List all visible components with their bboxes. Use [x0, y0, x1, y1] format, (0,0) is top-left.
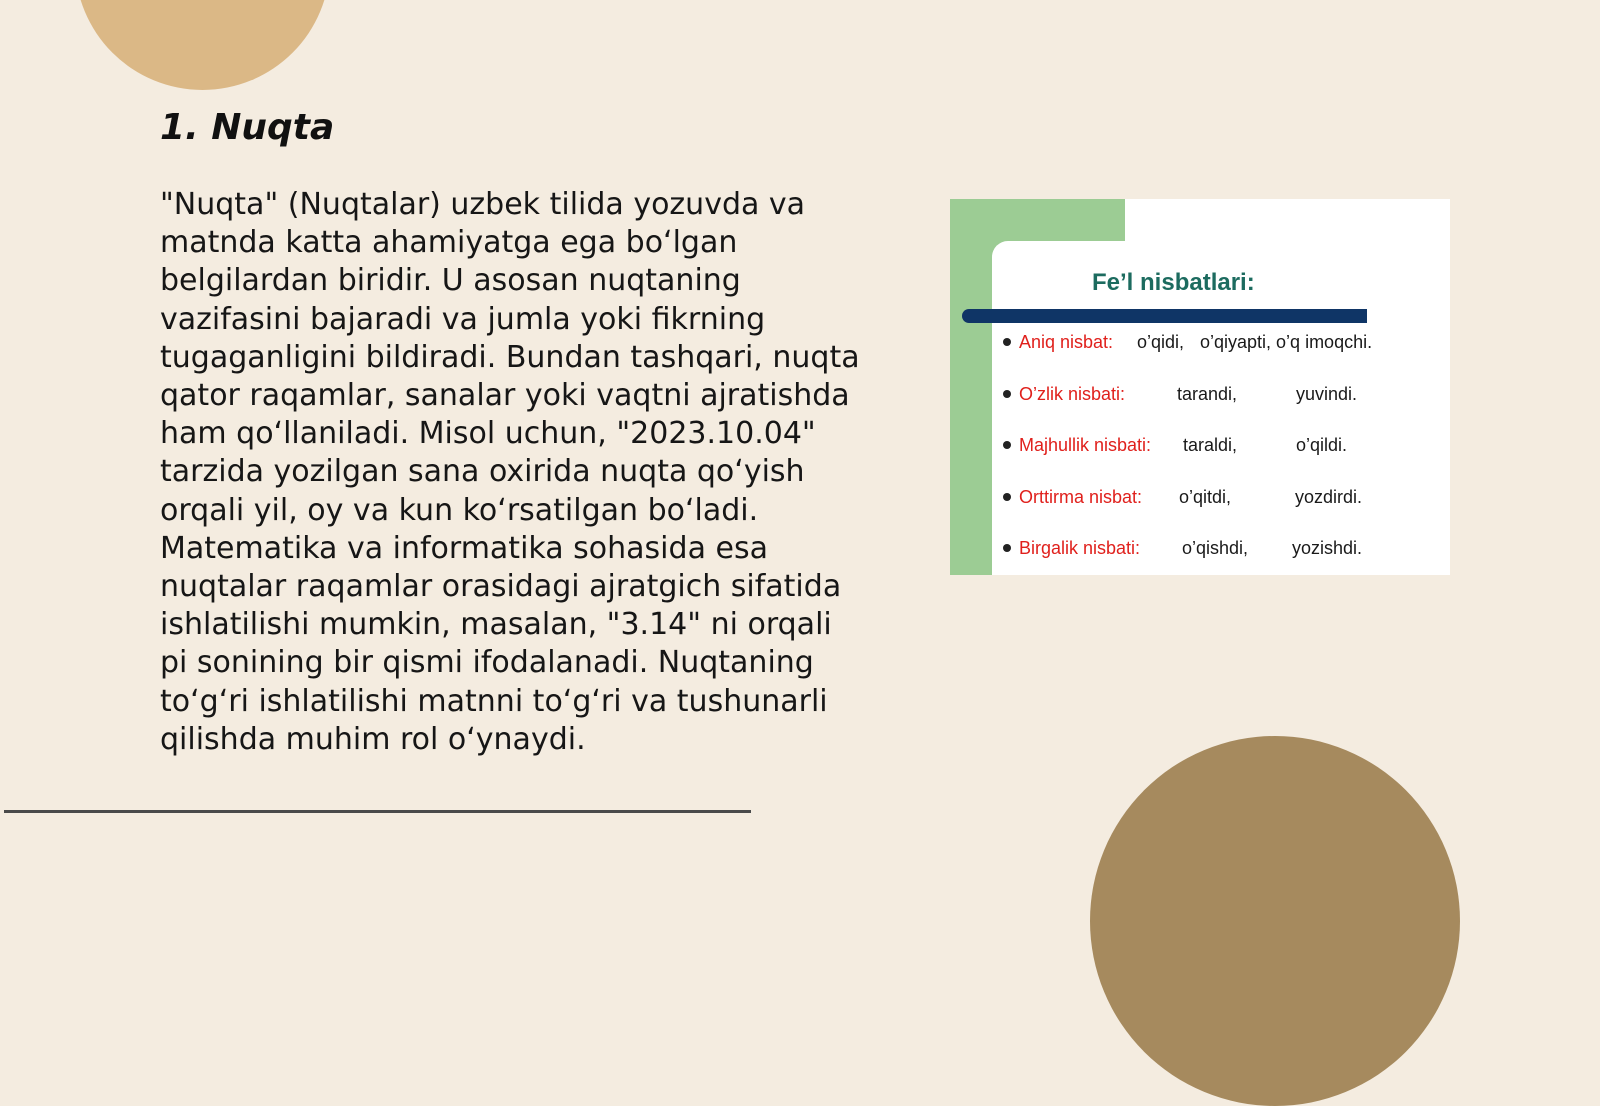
figure-row	[950, 536, 1450, 560]
divider-line	[4, 810, 751, 813]
bullet-icon	[1003, 390, 1011, 398]
figure-row	[950, 382, 1450, 406]
row-example: taraldi,	[1183, 435, 1238, 455]
slide-title: 1. Nuqta	[160, 107, 335, 148]
row-example: yuvindi.	[1296, 384, 1358, 404]
row-example: yozishdi.	[1292, 538, 1363, 558]
figure-rows	[950, 199, 1450, 575]
row-term: Aniq nisbat:	[1019, 332, 1114, 352]
bullet-icon	[1003, 441, 1011, 449]
bullet-icon	[1003, 493, 1011, 501]
row-example: yozdirdi.	[1295, 487, 1363, 507]
figure-row	[950, 485, 1450, 509]
row-example: o’qitdi,	[1179, 487, 1232, 507]
bullet-icon	[1003, 544, 1011, 552]
row-example: o’qildi.	[1296, 435, 1348, 455]
row-example: o’qishdi,	[1182, 538, 1249, 558]
figure-row	[950, 433, 1450, 457]
row-example: o’qidi,	[1137, 332, 1185, 352]
row-example: o’qiyapti, o’q imoqchi.	[1200, 332, 1373, 352]
row-example: tarandi,	[1177, 384, 1238, 404]
verb-voices-figure	[950, 199, 1450, 575]
figure-title: Fe’l nisbatlari:	[1092, 269, 1255, 296]
decorative-circle-top	[75, 0, 330, 90]
row-term: Birgalik nisbati:	[1019, 538, 1141, 558]
row-term: Majhullik nisbati:	[1019, 435, 1152, 455]
row-term: O’zlik nisbati:	[1019, 384, 1126, 404]
figure-row	[950, 330, 1450, 354]
slide-body-text: "Nuqta" (Nuqtalar) uzbek tilida yozuvda va matnda katta ahamiyatga ega boʻlgan belgilardan biridir. U asosan nuqtaning vazifasini bajaradi va jumla yoki fikrning tugaganligini bildiradi. Bundan tashqari, nuqta qator raqamlar, sanalar yoki vaqtni ajratishda ham qoʻllaniladi. Misol uchun, "2023.10.04" tarzida yozilgan sana oxirida nuqta qoʻyish orqali yil, oy va kun koʻrsatilgan boʻladi. Matematika va informatika sohasida esa nuqtalar raqamlar orasidagi ajratgich sifatida ishlatilishi mumkin, masalan, "3.14" ni orqali pi sonining bir qismi ifodalanadi. Nuqtaning toʻgʻri ishlatilishi matnni toʻgʻri va tushunarli qilishda muhim rol oʻynaydi.	[160, 187, 860, 757]
decorative-circle-bottom	[1090, 736, 1460, 1106]
row-term: Orttirma nisbat:	[1019, 487, 1143, 507]
bullet-icon	[1003, 338, 1011, 346]
